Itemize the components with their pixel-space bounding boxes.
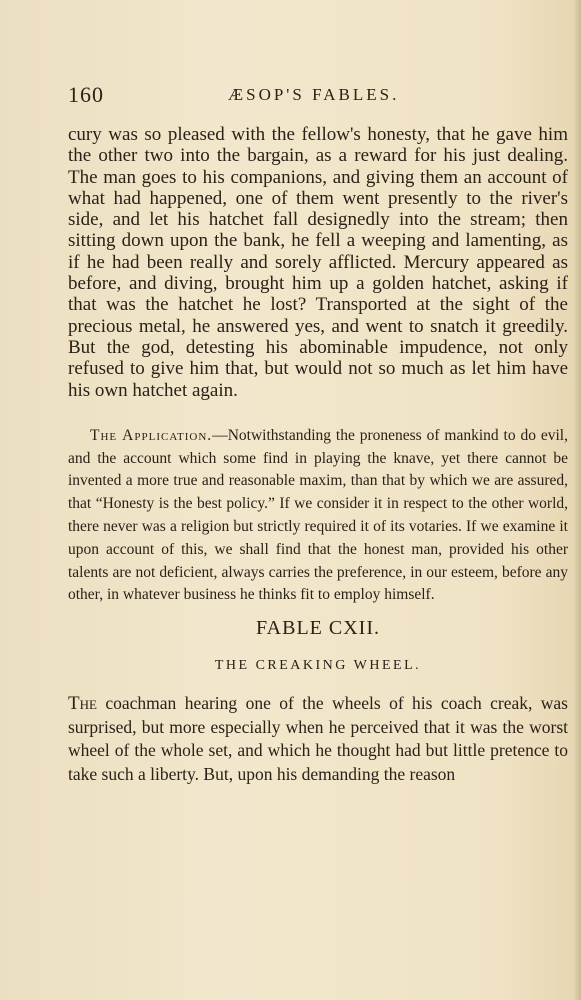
opening-word: The xyxy=(68,693,97,715)
fable-body-paragraph: cury was so pleased with the fellow's honesty, that he gave him the other two into the bargain, as a reward for his just dealing. The man goes to his companions, and giving them an account of what had happened, one of them went presently to the river's side, and let his hatchet fall designedly into the stream; then sitting down upon the bank, he fell a weeping and lamenting, as if he had been really and sorely afflicted. Mercury appeared as before, and diving, brought him up a golden hatchet, asking if that was the hatchet he lost? Transported at the sight of the precious metal, he answered yes, and went to snatch it greedily. But the god, detesting his abominable impudence, not only refused to give him that, but would not so much as let him have his own hatchet again. xyxy=(68,124,568,401)
page-number: 160 xyxy=(68,82,104,107)
application-label: The Application. xyxy=(90,426,213,444)
page-edge-shadow xyxy=(573,0,581,1000)
page-header xyxy=(68,82,568,112)
application-text: —Notwithstanding the proneness of mankind to do evil, and the account which some find in playing the knave, yet there cannot be invented a more true and reasonable maxim, than that by which we are assured, that “Honesty is the best policy.” If we consider it in respect to the other world, there never was a religion but strictly required it of its votaries. If we examine it upon account of this, we shall find that the honest man, provided his other talents are not deficient, always carries the preference, in our esteem, before any other, in whatever business he thinks fit to employ himself. xyxy=(68,426,568,604)
page-body xyxy=(68,124,568,786)
next-fable-paragraph xyxy=(68,692,568,786)
application-paragraph xyxy=(68,425,568,607)
next-fable-text: coachman hearing one of the wheels of his coach creak, was surprised, but more especially when he perceived that it was the worst wheel of the whole set, and which he thought had but little pretence to take such a liberty. But, upon his demanding the reason xyxy=(68,693,568,784)
fable-number-heading: FABLE CXII. xyxy=(256,617,380,640)
fable-title-heading: THE CREAKING WHEEL. xyxy=(214,658,422,674)
running-title: ÆSOP'S FABLES. xyxy=(228,85,400,104)
